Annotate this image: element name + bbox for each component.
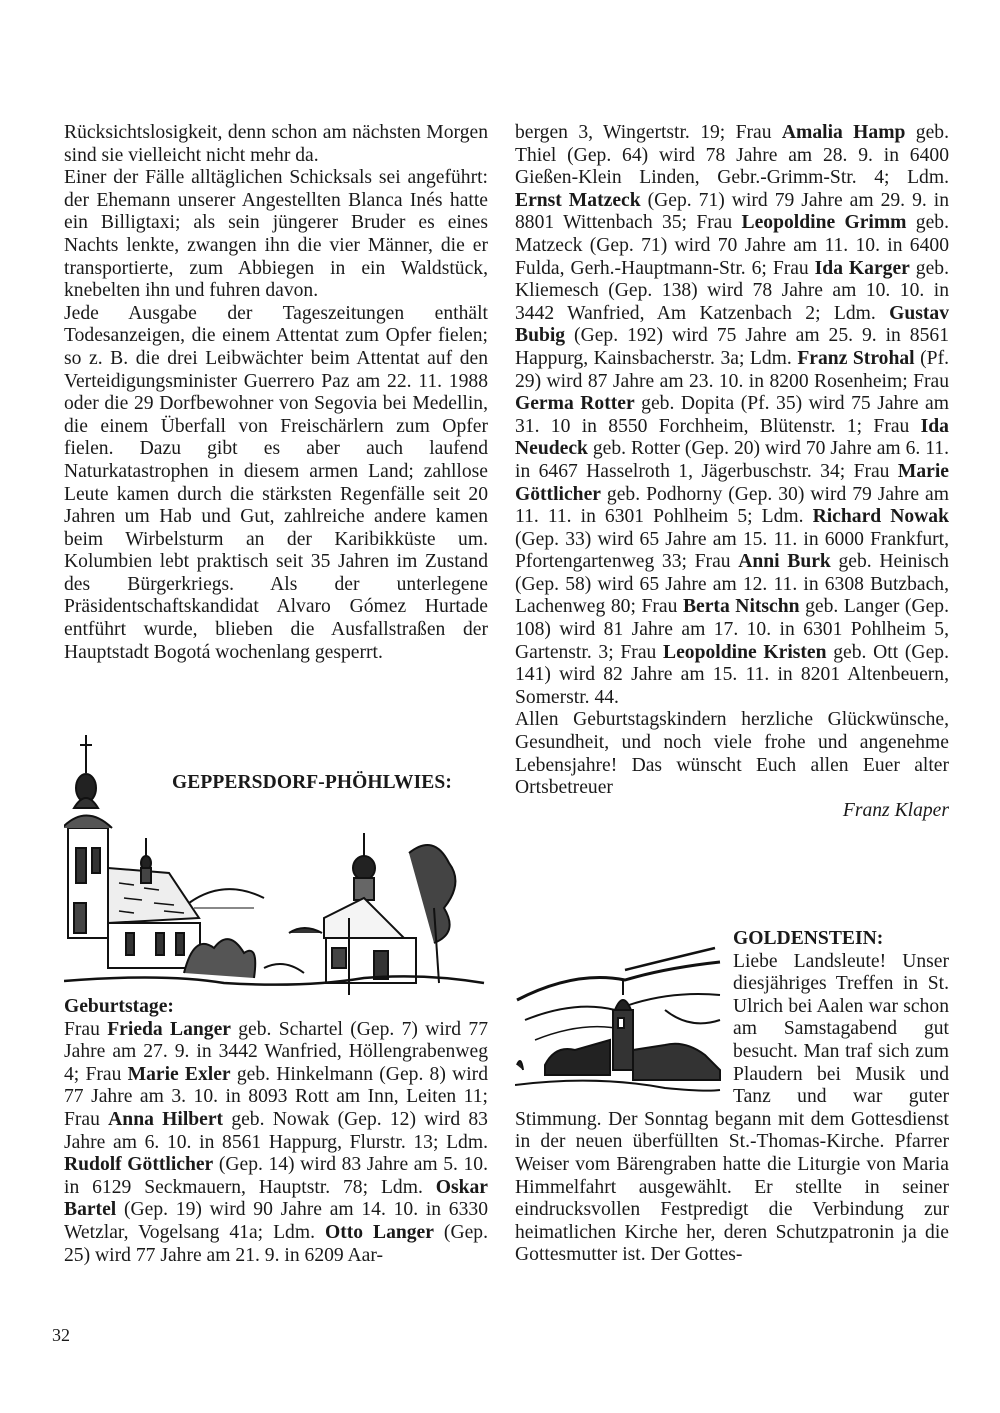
person-name: Amalia Hamp <box>781 122 906 143</box>
entry-details: geb. Thiel (Gep. 64) wird 78 Jahre am 28. 9. in 6400 Gießen-Klein Linden, Gebr.-Grimm-Str. 4; <box>515 122 950 189</box>
person-name: Franz Strohal <box>797 347 915 369</box>
person-name: Richard Nowak <box>812 506 949 528</box>
entry-prefix: Frau <box>694 551 739 573</box>
entry-details: (Pf. 29) wird 87 Jahre am 23. 10. in 8200 Rosenheim; <box>515 347 949 392</box>
entry-prefix: Frau <box>853 460 898 482</box>
entry-prefix: Ldm. <box>761 506 813 528</box>
person-name: Ida Karger <box>814 257 910 279</box>
entry-details: geb. Podhorny (Gep. 30) wird 79 Jahre am 11. 11. in 6301 Pohlheim 5; <box>515 483 949 528</box>
entry-details: geb. Nowak (Gep. 12) wird 83 Jahre am 6. 10. in 8561 Happurg, Flurstr. 13; <box>64 1108 488 1153</box>
goldenstein-heading: GOLDENSTEIN: <box>733 928 884 949</box>
illustration-spacer <box>515 951 733 1103</box>
entry-prefix: Frau <box>620 641 664 663</box>
signature: Franz Klaper <box>842 799 949 821</box>
entry-prefix: bergen 3, Wingertstr. 19; Frau <box>515 122 782 143</box>
entry-details: (Gep. 19) wird 90 Jahre am 14. 10. in 6330 Wetzlar, Vogelsang 41a; <box>64 1199 488 1243</box>
person-name: Marie Göttlicher <box>515 460 949 505</box>
person-name: Oskar Bartel <box>64 1176 488 1221</box>
greeting: Allen Geburtstagskindern herzliche Glückwünsche, Gesundheit, und noch viele frohe und angenehme Lebensjahre! Das wünscht Euch allen Euer alter Ortsbetreuer <box>515 709 949 799</box>
person-name: Ernst Matzeck <box>515 189 641 211</box>
entry-details: geb. Schartel (Gep. 7) wird 77 Jahre am 27. 9. in 3442 Wanfried, Höllengrabenweg 4; <box>64 1018 488 1085</box>
entry-prefix: Frau <box>64 1108 109 1130</box>
entry-details: geb. Dopita (Pf. 35) wird 75 Jahre am 31. 10 in 8550 Forchheim, Blütenstr. 1; <box>515 393 949 437</box>
entry-prefix: Ldm. <box>446 1131 488 1153</box>
right-column <box>515 122 949 822</box>
person-name: Otto Langer <box>324 1221 434 1243</box>
person-name: Rudolf Göttlicher <box>64 1154 214 1176</box>
goldenstein-text <box>515 951 949 1267</box>
entry-prefix: Frau <box>772 257 815 279</box>
goldenstein-paragraph: Liebe Landsleute! Unser diesjähriges Treffen in St. Ulrich bei Aalen war schon am Samstagabend gut besucht. Man traf sich zum Plaudern bei Musik und Tanz und war guter Stimmung. Der Sonntag begann mit dem Gottesdienst in der neuen überfüllten St.-Thomas-Kirche. Pfarrer Weiser vom Bärengraben hatte die Liturgie von Maria Himmelfahrt ausgewählt. Er stellte in seiner eindrucksvollen Festpredigt die Verbindung zur heimatlichen Kirche her, deren Schutzpatronin ja die Gottesmutter ist. Der Gottes- <box>515 950 949 1266</box>
entry-prefix: Frau <box>64 1018 108 1040</box>
entry-prefix: Ldm. <box>380 1176 436 1198</box>
person-name: Leopoldine Kristen <box>663 641 827 663</box>
section-heading-geppersdorf: GEPPERSDORF-PHÖHLWIES: <box>172 772 452 793</box>
person-name: Frieda Langer <box>107 1018 231 1040</box>
entry-details: geb. Matzeck (Gep. 71) wird 70 Jahre am 11. 10. in 6400 Fulda, Gerh.-Hauptmann-Str. 6; <box>515 212 949 279</box>
person-name: Ida Neudeck <box>515 415 949 460</box>
entry-prefix: Ldm. <box>749 347 798 369</box>
section-heading-goldenstein <box>733 928 949 951</box>
entry-details: geb. Kliemesch (Gep. 138) wird 78 Jahre am 10. 10. in 3442 Wanfried, Am Katzenbach 2; <box>515 257 949 324</box>
entry-details: geb. Langer (Gep. 108) wird 81 Jahre am 17. 10. in 6301 Pohlheim 5, Gartenstr. 3; <box>515 596 949 663</box>
person-name: Anna Hilbert <box>108 1108 224 1130</box>
goldenstein-section <box>515 928 949 1267</box>
birthday-list-left <box>64 996 488 1267</box>
paragraph: Einer der Fälle alltäglichen Schicksals sei angeführt: der Ehemann unserer Angestellten Blanca Inés hatte ein Billigtaxi; als sein jüngerer Bruder es eines Nachts lenkte, zwangen ihn die vier Männer, die er transportierte, zum Abbiegen in ein Waldstück, knebelten ihn und fuhren davon. <box>64 167 488 302</box>
entry-details: (Gep. 33) wird 65 Jahre am 15. 11. in 6000 Frankfurt, Pfortengartenweg 33; <box>515 528 949 573</box>
entry-prefix: Ldm. <box>907 167 949 189</box>
person-name: Anni Burk <box>738 551 831 573</box>
page-number: 32 <box>52 1325 70 1345</box>
entry-details: geb. Ott (Gep. 141) wird 82 Jahre am 15. 11. in 8201 Altenbeuern, Somerstr. 44. <box>515 641 949 708</box>
entry-details: (Gep. 14) wird 83 Jahre am 5. 10. in 6129 Seckmauern, Hauptstr. 78; <box>64 1154 488 1198</box>
subheading-birthdays: Geburtstage: <box>64 996 174 1017</box>
entry-prefix: Frau <box>913 370 949 392</box>
entry-details: (Gep. 71) wird 79 Jahre am 29. 9. in 8801 Wittenbach 35; <box>515 189 949 234</box>
entry-details: geb. Hinkelmann (Gep. 8) wird 77 Jahre am 3. 10. in 8093 Rott am Inn, Leiten 11; <box>64 1063 488 1108</box>
entry-prefix: Frau <box>85 1063 128 1085</box>
person-name: Germa Rotter <box>515 393 635 415</box>
entry-details: (Gep. 192) wird 75 Jahre am 25. 9. in 8561 Happurg, Kainsbacherstr. 3a; <box>515 325 949 369</box>
person-name: Marie Exler <box>127 1063 231 1085</box>
entry-prefix: Frau <box>696 212 742 234</box>
entry-details: geb. Heinisch (Gep. 58) wird 65 Jahre am 12. 11. in 6308 Butzbach, Lachenweg 80; <box>515 551 949 618</box>
entry-prefix: Frau <box>873 415 921 437</box>
paragraph: Rücksichtslosigkeit, denn schon am nächsten Morgen sind sie vielleicht nicht mehr da. <box>64 122 488 166</box>
person-name: Leopoldine Grimm <box>741 212 907 234</box>
entry-details: geb. Rotter (Gep. 20) wird 70 Jahre am 6. 11. in 6467 Hasselroth 1, Jägerbuschstr. 34; <box>515 438 949 482</box>
entry-prefix: Ldm. <box>833 302 890 324</box>
entry-prefix: Frau <box>641 596 683 618</box>
birthday-entries-continued <box>515 122 949 709</box>
left-column <box>64 122 488 664</box>
entry-details: (Gep. 25) wird 77 Jahre am 21. 9. in 6209 Aar- <box>64 1221 488 1266</box>
entry-prefix: Ldm. <box>273 1221 325 1243</box>
birthday-entries <box>64 1019 488 1268</box>
person-name: Berta Nitschn <box>682 596 800 618</box>
person-name: Gustav Bubig <box>515 302 949 347</box>
paragraph: Jede Ausgabe der Tageszeitungen enthält Todesanzeigen, die einem Attentat zum Opfer fielen; so z. B. die drei Leibwächter beim Attentat auf den Verteidigungsminister Guerrero Paz am 22. 11. 1988 oder die 29 Dorfbewohner von Segovia bei Medellin, die einem Überfall von Freischärlern zum Opfer fielen. Dazu gibt es aber auch laufend Naturkatastrophen in diesem armen Land; zahllose Leute kamen durch die stärksten Regenfälle seit 20 Jahren um Hab und Gut, zahlreiche andere kamen beim Wirbelsturm an der Karibikküste um. Kolumbien lebt praktisch seit 35 Jahren im Zustand des Bürgerkriegs. Als der unterlegene Präsidentschaftskandidat Alvaro Gómez Hurtade entführt wurde, blieben die Ausfallstraßen der Hauptstadt Bogotá wochenlang gesperrt. <box>64 302 488 663</box>
